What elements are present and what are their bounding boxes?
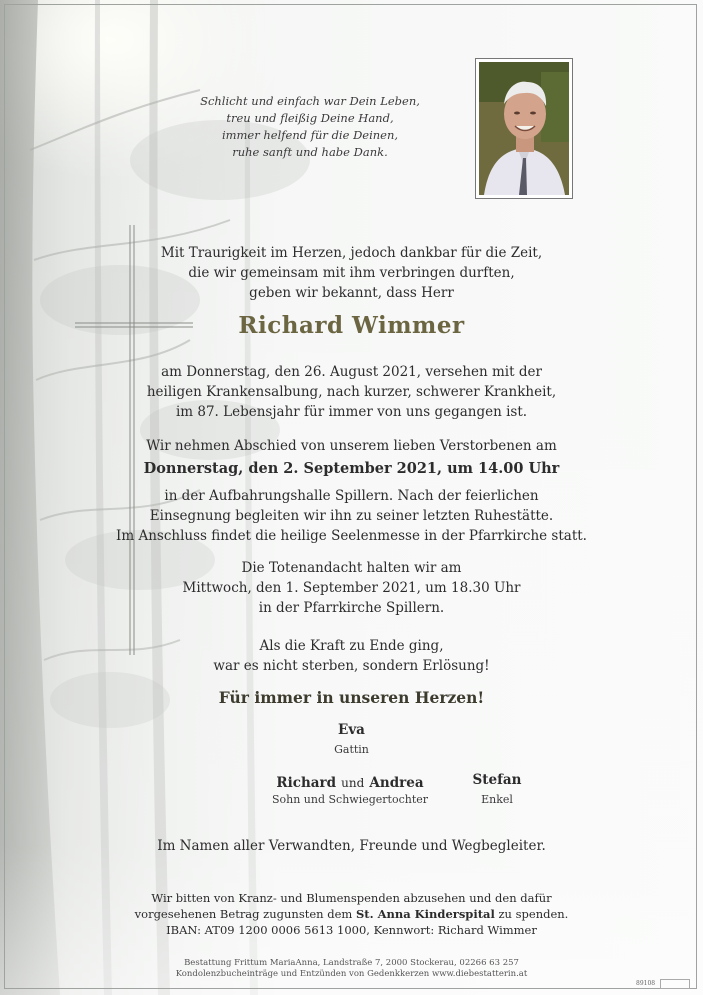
donation-post: zu spenden.	[498, 907, 569, 921]
forever-heading: Für immer in unseren Herzen!	[218, 688, 485, 707]
quote-line: Als die Kraft zu Ende ging,	[259, 638, 444, 654]
funeral-detail-line: Einsegnung begleiten wir ihn zu seiner letzten Ruhestätte.	[149, 508, 554, 524]
footer-line: Kondolenzbucheinträge und Entzünden von Gedenkkerzen www.diebestatterin.at	[175, 969, 528, 979]
publisher-logo	[660, 979, 690, 989]
donation-line: Wir bitten von Kranz- und Blumenspenden abzusehen und den dafür	[151, 891, 552, 905]
funeral-detail-line: Im Anschluss findet die heilige Seelenmesse in der Pfarrkirche statt.	[116, 528, 587, 544]
poem-line: treu und fleißig Deine Hand,	[226, 111, 394, 125]
quote-line: war es nicht sterben, sondern Erlösung!	[213, 658, 490, 674]
portrait-image	[479, 62, 569, 195]
donation-line	[0, 906, 703, 922]
poem-line: immer helfend für die Deinen,	[221, 128, 399, 142]
poem	[195, 93, 425, 161]
death-line: am Donnerstag, den 26. August 2021, versehen mit der	[161, 364, 542, 380]
grandson-name: Stefan	[472, 772, 522, 788]
son-and: und	[341, 776, 365, 790]
intro-line: Mit Traurigkeit im Herzen, jedoch dankbar für die Zeit,	[160, 245, 543, 261]
wife-name: Eva	[338, 722, 365, 738]
poem-line: Schlicht und einfach war Dein Leben,	[200, 94, 420, 108]
son-role: Sohn und Schwiegertochter	[271, 793, 429, 806]
donation-recipient: St. Anna Kinderspital	[355, 907, 495, 921]
vigil-line: in der Pfarrkirche Spillern.	[258, 600, 445, 616]
funeral-date: Donnerstag, den 2. September 2021, um 14.00 Uhr	[143, 460, 560, 477]
son-name: Richard	[276, 775, 337, 791]
footer-line: Bestattung Frittum MariaAnna, Landstraße 7, 2000 Stockerau, 02266 63 257	[184, 958, 519, 968]
form-code: 89108	[636, 980, 656, 987]
relatives-line: Im Namen aller Verwandten, Freunde und Wegbegleiter.	[157, 838, 546, 854]
deceased-name: Richard Wimmer	[238, 312, 465, 339]
death-line: im 87. Lebensjahr für immer von uns gegangen ist.	[175, 404, 528, 420]
intro-line: die wir gemeinsam mit ihm verbringen durften,	[188, 265, 515, 281]
portrait-photo	[475, 58, 573, 199]
wife-role: Gattin	[334, 743, 369, 756]
vigil-line: Die Totenandacht halten wir am	[241, 560, 462, 576]
intro-line: geben wir bekannt, dass Herr	[249, 285, 454, 301]
farewell-intro: Wir nehmen Abschied von unserem lieben Verstorbenen am	[146, 438, 557, 454]
grandson-role: Enkel	[481, 793, 513, 806]
funeral-detail-line: in der Aufbahrungshalle Spillern. Nach der feierlichen	[164, 488, 539, 504]
death-line: heiligen Krankensalbung, nach kurzer, schwerer Krankheit,	[146, 384, 557, 400]
daughter-in-law-name: Andrea	[369, 775, 424, 791]
vigil-line: Mittwoch, den 1. September 2021, um 18.30 Uhr	[182, 580, 521, 596]
son-names	[260, 772, 440, 791]
poem-line: ruhe sanft und habe Dank.	[232, 145, 388, 159]
donation-pre: vorgesehenen Betrag zugunsten dem	[134, 907, 353, 921]
donation-iban: IBAN: AT09 1200 0006 5613 1000, Kennwort: Richard Wimmer	[166, 923, 537, 937]
